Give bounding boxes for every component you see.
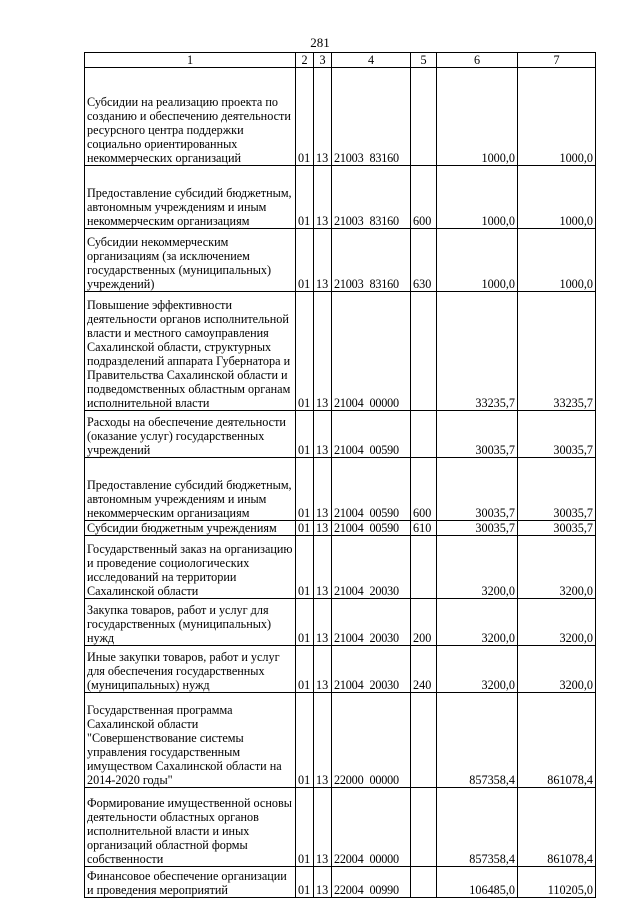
row-rz-cell: 01 [296,599,314,646]
row-name-cell: Финансовое обеспечение организации и проведения мероприятий [85,867,296,898]
row-sum-2020-cell: 861078,4 [518,788,596,867]
csr-direction-code: 00590 [369,443,399,457]
row-sum-2019-cell: 3200,0 [437,536,518,599]
csr-direction-code: 20030 [369,584,399,598]
csr-program-code: 21004 [334,521,364,535]
row-sum-2020-cell: 30035,7 [518,411,596,458]
row-pr-cell: 13 [314,646,332,693]
row-sum-2019-cell: 857358,4 [437,788,518,867]
table-row [85,292,596,411]
row-sum-2019-cell: 30035,7 [437,411,518,458]
row-vr-cell [411,693,437,788]
csr-program-code: 21003 [334,151,364,165]
column-header-row [85,53,596,68]
csr-direction-code: 00590 [369,506,399,520]
table-row [85,867,596,898]
row-rz-cell: 01 [296,411,314,458]
csr-direction-code: 00000 [369,852,399,866]
row-csr-cell [332,646,411,693]
row-sum-2020-cell: 861078,4 [518,693,596,788]
table-row [85,229,596,292]
csr-program-code: 21004 [334,584,364,598]
row-vr-cell: 600 [411,166,437,229]
csr-program-code: 21004 [334,631,364,645]
table-row [85,68,596,166]
table-row [85,521,596,536]
row-pr-cell: 13 [314,166,332,229]
row-pr-cell: 13 [314,229,332,292]
row-sum-2020-cell: 1000,0 [518,166,596,229]
row-csr-cell [332,411,411,458]
row-csr-cell [332,867,411,898]
row-rz-cell: 01 [296,788,314,867]
row-sum-2020-cell: 3200,0 [518,646,596,693]
row-name-cell: Иные закупки товаров, работ и услуг для обеспечения государственных (муниципальных) нужд [85,646,296,693]
csr-program-code: 21004 [334,443,364,457]
row-pr-cell: 13 [314,536,332,599]
row-sum-2019-cell: 33235,7 [437,292,518,411]
row-sum-2020-cell: 1000,0 [518,229,596,292]
csr-program-code: 21003 [334,277,364,291]
column-header: 1 [85,53,296,68]
csr-direction-code: 83160 [369,214,399,228]
row-csr-cell [332,292,411,411]
row-vr-cell [411,867,437,898]
row-pr-cell: 13 [314,521,332,536]
row-vr-cell [411,788,437,867]
budget-table [84,52,596,898]
csr-direction-code: 00990 [369,883,399,897]
table-row [85,536,596,599]
row-sum-2020-cell: 3200,0 [518,536,596,599]
table-row [85,411,596,458]
table-row [85,788,596,867]
row-csr-cell [332,458,411,521]
row-sum-2020-cell: 3200,0 [518,599,596,646]
row-sum-2019-cell: 30035,7 [437,458,518,521]
row-name-cell: Государственный заказ на организацию и проведение социологических исследований на территории Сахалинской области [85,536,296,599]
row-name-cell: Субсидии некоммерческим организациям (за исключением государственных (муниципальных) учреждений) [85,229,296,292]
row-rz-cell: 01 [296,458,314,521]
row-csr-cell [332,229,411,292]
csr-direction-code: 00000 [369,773,399,787]
row-csr-cell [332,693,411,788]
row-vr-cell [411,68,437,166]
row-name-cell: Субсидии бюджетным учреждениям [85,521,296,536]
row-pr-cell: 13 [314,788,332,867]
csr-direction-code: 00590 [369,521,399,535]
csr-direction-code: 83160 [369,277,399,291]
column-header: 2 [296,53,314,68]
table-row [85,646,596,693]
row-name-cell: Государственная программа Сахалинской области "Совершенствование системы управления государственным имуществом Сахалинской области на 2014-2020 годы" [85,693,296,788]
row-sum-2020-cell: 1000,0 [518,68,596,166]
row-vr-cell [411,536,437,599]
row-vr-cell: 600 [411,458,437,521]
column-header: 3 [314,53,332,68]
row-name-cell: Расходы на обеспечение деятельности (оказание услуг) государственных учреждений [85,411,296,458]
row-name-cell: Предоставление субсидий бюджетным, автономным учреждениям и иным некоммерческим организациям [85,166,296,229]
csr-program-code: 22000 [334,773,364,787]
row-sum-2019-cell: 3200,0 [437,599,518,646]
row-name-cell: Повышение эффективности деятельности органов исполнительной власти и местного самоуправления Сахалинской области, структурных подразделений аппарата Губернатора и Правительства Сахалинской области и подведомственных областным органам исполнительной власти [85,292,296,411]
row-rz-cell: 01 [296,693,314,788]
csr-direction-code: 00000 [369,396,399,410]
row-name-cell: Субсидии на реализацию проекта по созданию и обеспечению деятельности ресурсного центра поддержки социально ориентированных некоммерческих организаций [85,68,296,166]
table-row [85,599,596,646]
row-rz-cell: 01 [296,292,314,411]
row-rz-cell: 01 [296,867,314,898]
column-header: 6 [437,53,518,68]
row-pr-cell: 13 [314,693,332,788]
row-name-cell: Закупка товаров, работ и услуг для государственных (муниципальных) нужд [85,599,296,646]
row-rz-cell: 01 [296,536,314,599]
row-sum-2019-cell: 857358,4 [437,693,518,788]
row-sum-2020-cell: 30035,7 [518,521,596,536]
row-sum-2020-cell: 33235,7 [518,292,596,411]
row-pr-cell: 13 [314,867,332,898]
csr-program-code: 21004 [334,506,364,520]
row-rz-cell: 01 [296,521,314,536]
row-csr-cell [332,788,411,867]
csr-direction-code: 83160 [369,151,399,165]
row-vr-cell: 240 [411,646,437,693]
csr-direction-code: 20030 [369,678,399,692]
row-sum-2020-cell: 30035,7 [518,458,596,521]
row-name-cell: Формирование имущественной основы деятельности областных органов исполнительной власти и иных организаций областной формы собственности [85,788,296,867]
csr-program-code: 21004 [334,678,364,692]
row-name-cell: Предоставление субсидий бюджетным, автономным учреждениям и иным некоммерческим организациям [85,458,296,521]
row-pr-cell: 13 [314,411,332,458]
row-pr-cell: 13 [314,599,332,646]
table-row [85,693,596,788]
table-row [85,166,596,229]
row-csr-cell [332,68,411,166]
column-header: 4 [332,53,411,68]
row-csr-cell [332,166,411,229]
row-sum-2019-cell: 106485,0 [437,867,518,898]
column-header: 5 [411,53,437,68]
row-sum-2020-cell: 110205,0 [518,867,596,898]
row-vr-cell [411,292,437,411]
page-number: 281 [310,35,330,50]
csr-program-code: 22004 [334,852,364,866]
row-vr-cell [411,411,437,458]
csr-program-code: 22004 [334,883,364,897]
csr-direction-code: 20030 [369,631,399,645]
row-rz-cell: 01 [296,229,314,292]
row-pr-cell: 13 [314,292,332,411]
row-csr-cell [332,536,411,599]
row-vr-cell: 200 [411,599,437,646]
row-sum-2019-cell: 1000,0 [437,166,518,229]
row-rz-cell: 01 [296,646,314,693]
row-pr-cell: 13 [314,458,332,521]
row-vr-cell: 630 [411,229,437,292]
row-sum-2019-cell: 3200,0 [437,646,518,693]
csr-program-code: 21003 [334,214,364,228]
row-csr-cell [332,599,411,646]
csr-program-code: 21004 [334,396,364,410]
row-sum-2019-cell: 30035,7 [437,521,518,536]
row-pr-cell: 13 [314,68,332,166]
row-rz-cell: 01 [296,166,314,229]
row-sum-2019-cell: 1000,0 [437,229,518,292]
row-rz-cell: 01 [296,68,314,166]
row-sum-2019-cell: 1000,0 [437,68,518,166]
row-vr-cell: 610 [411,521,437,536]
row-csr-cell [332,521,411,536]
column-header: 7 [518,53,596,68]
table-row [85,458,596,521]
